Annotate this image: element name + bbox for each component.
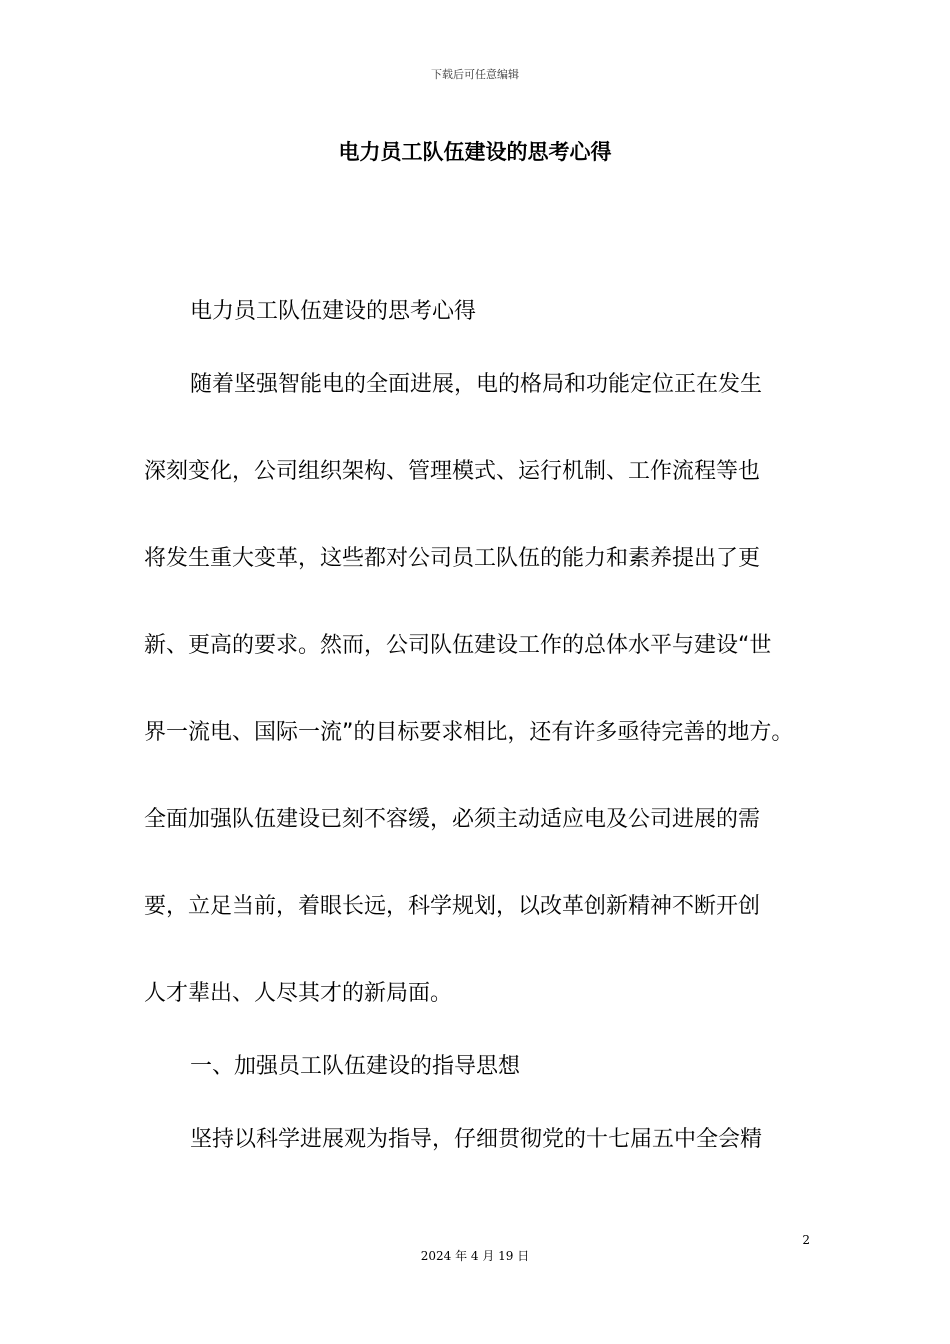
paragraph-line: 电力员工队伍建设的思考心得 <box>190 299 477 324</box>
document-title: 电力员工队伍建设的思考心得 <box>338 140 612 164</box>
header-note: 下载后可任意编辑 <box>431 68 519 81</box>
paragraph-line: 界一流电、国际一流”的目标要求相比，还有许多亟待完善的地方。 <box>144 720 794 745</box>
paragraph-line: 要，立足当前，着眼长远，科学规划，以改革创新精神不断开创 <box>144 894 761 919</box>
section-heading: 一、加强员工队伍建设的指导思想 <box>190 1054 521 1079</box>
paragraph-line: 深刻变化，公司组织架构、管理模式、运行机制、工作流程等也 <box>144 459 761 484</box>
paragraph-line: 新、更高的要求。然而，公司队伍建设工作的总体水平与建设“世 <box>144 633 772 658</box>
paragraph-line: 全面加强队伍建设已刻不容缓，必须主动适应电及公司进展的需 <box>144 807 761 832</box>
page-number: 2 <box>802 1233 810 1247</box>
paragraph-line: 坚持以科学进展观为指导，仔细贯彻党的十七届五中全会精 <box>190 1127 763 1152</box>
footer-date: 2024 年 4 月 19 日 <box>420 1249 530 1263</box>
paragraph-line: 将发生重大变革，这些都对公司员工队伍的能力和素养提出了更 <box>144 546 761 571</box>
paragraph-line: 随着坚强智能电的全面进展，电的格局和功能定位正在发生 <box>190 372 763 397</box>
paragraph-line: 人才辈出、人尽其才的新局面。 <box>144 981 453 1006</box>
